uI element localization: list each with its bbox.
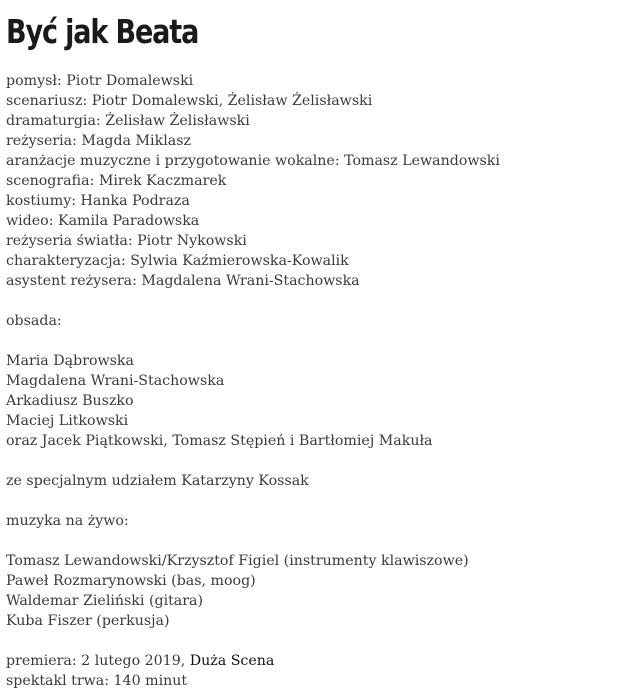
duration-line: spektakl trwa: 140 minut [6, 673, 188, 689]
musician: Paweł Rozmarynowski (bas, moog) [6, 573, 256, 589]
credits-list [6, 71, 634, 291]
cast-member: Maria Dąbrowska [6, 353, 134, 369]
spacer [6, 331, 634, 351]
credit-line: asystent reżysera: Magdalena Wrani-Stachowska [6, 273, 360, 289]
musicians-list [6, 551, 634, 631]
credit-line: kostiumy: Hanka Podraza [6, 193, 190, 209]
credit-line: reżyseria: Magda Miklasz [6, 133, 191, 149]
article [6, 0, 634, 691]
credit-line: scenariusz: Piotr Domalewski, Żelisław Żelisławski [6, 93, 373, 109]
cast-member: Magdalena Wrani-Stachowska [6, 373, 225, 389]
credit-line: wideo: Kamila Paradowska [6, 213, 200, 229]
premiere-line [6, 651, 634, 671]
credit-line: aranżacje muzyczne i przygotowanie wokalne: Tomasz Lewandowski [6, 153, 500, 169]
credit-line: dramaturgia: Żelisław Żelisławski [6, 113, 250, 129]
cast-heading: obsada: [6, 313, 62, 329]
music-heading: muzyka na żywo: [6, 513, 129, 529]
spacer [6, 451, 634, 471]
credit-line: scenografia: Mirek Kaczmarek [6, 173, 227, 189]
musician: Kuba Fiszer (perkusja) [6, 613, 170, 629]
cast-member: oraz Jacek Piątkowski, Tomasz Stępień i Bartłomiej Makuła [6, 433, 433, 449]
spacer [6, 631, 634, 651]
special-guest: ze specjalnym udziałem Katarzyny Kossak [6, 473, 309, 489]
cast-member: Arkadiusz Buszko [6, 393, 134, 409]
credit-line: pomysł: Piotr Domalewski [6, 73, 194, 89]
credit-line: reżyseria światła: Piotr Nykowski [6, 233, 247, 249]
spacer [6, 291, 634, 311]
page-title: Być jak Beata [6, 12, 199, 51]
musician: Tomasz Lewandowski/Krzysztof Figiel (instrumenty klawiszowe) [6, 553, 469, 569]
credit-line: charakteryzacja: Sylwia Kaźmierowska-Kowalik [6, 253, 349, 269]
cast-member: Maciej Litkowski [6, 413, 129, 429]
spacer [6, 531, 634, 551]
article-body [6, 71, 634, 691]
musician: Waldemar Zieliński (gitara) [6, 593, 204, 609]
venue-link[interactable]: Duża Scena [189, 653, 275, 669]
premiere-text: premiera: 2 lutego 2019, [6, 653, 190, 669]
cast-list [6, 351, 634, 451]
spacer [6, 491, 634, 511]
